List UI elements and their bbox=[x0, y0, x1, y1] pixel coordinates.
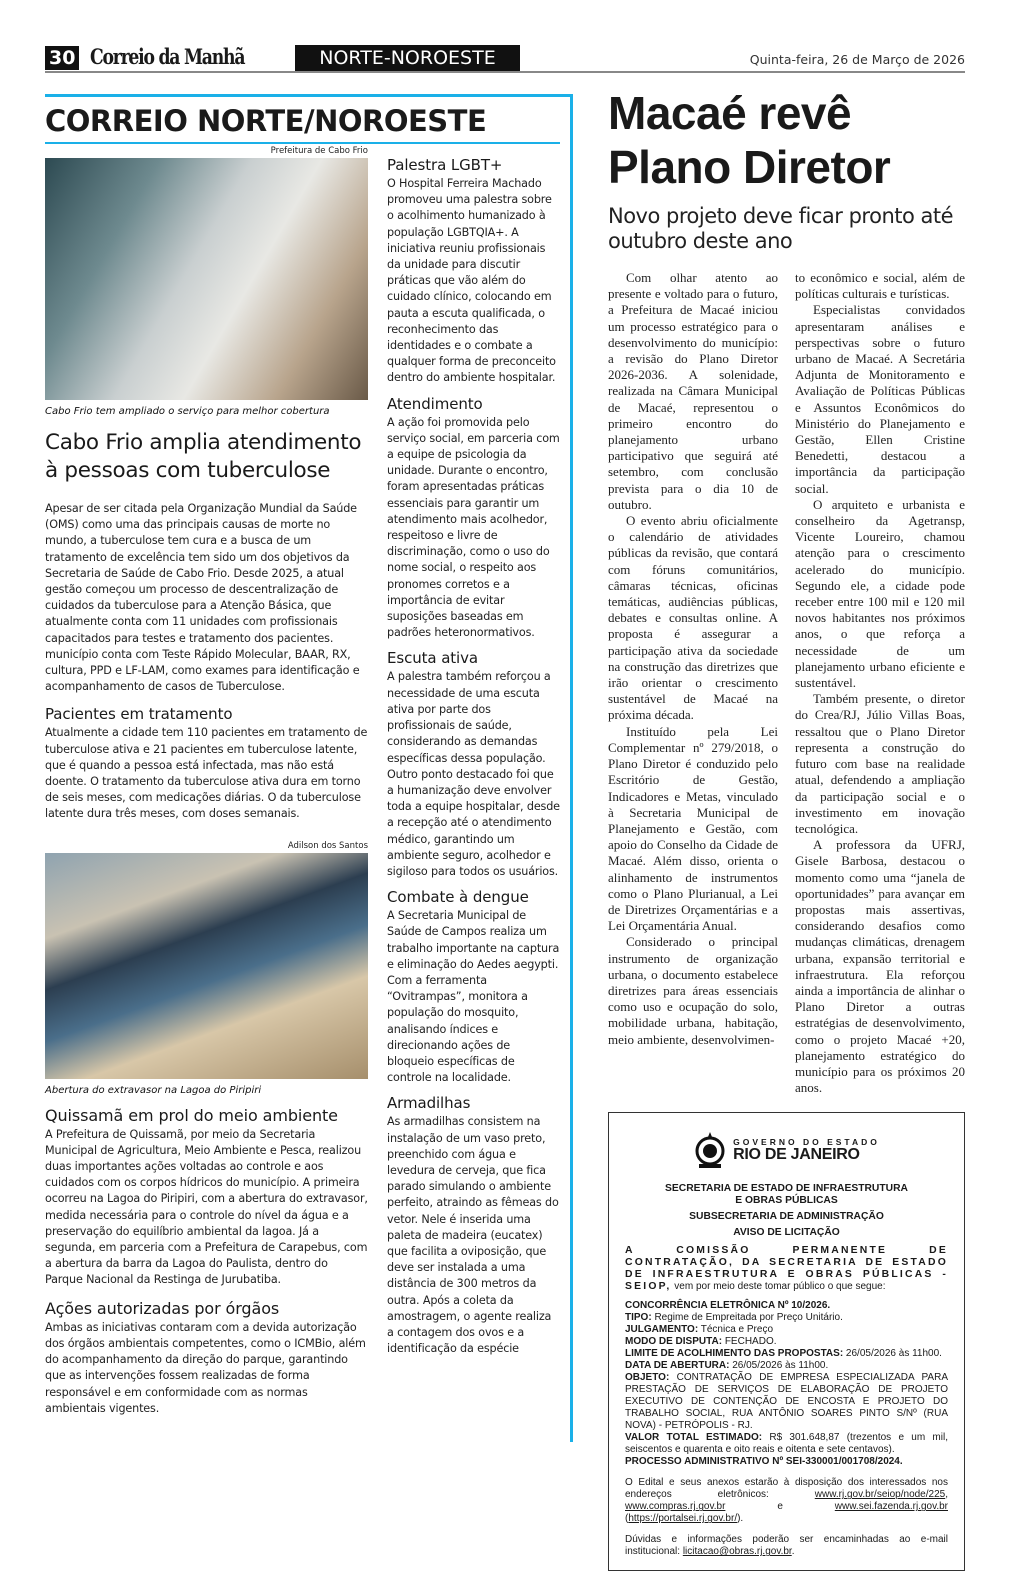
vaccination-photo bbox=[45, 158, 368, 400]
ad-duvidas: Dúvidas e informações poderão ser encaminhadas ao e-mail institucional: bbox=[625, 1534, 948, 1558]
article-paragraph: A professora da UFRJ, Gisele Barbosa, destacou o momento como uma “janela de oportunidades” para avançar em propostas mais assertivas, considerando desafios como mudanças climáticas, drenagem urbana, expansão territorial e infraestrutura. Ela reforçou ainda a importância de alinhar o Plano Diretor a outras estratégias de desenvolvimento, como o projeto Macaé +20, planejamento estratégico do município para os próximos 20 anos. bbox=[795, 837, 965, 1096]
main-subhead: Novo projeto deve ficar pronto até outubro deste ano bbox=[608, 204, 954, 253]
accent-rule-title bbox=[45, 142, 560, 144]
subheading: Combate à dengue bbox=[387, 888, 529, 907]
subheading: Escuta ativa bbox=[387, 649, 478, 668]
accent-rule-vertical bbox=[570, 94, 573, 1442]
ad-suborg: SUBSECRETARIA DE ADMINISTRAÇÃO bbox=[689, 1211, 884, 1223]
photo-caption: Cabo Frio tem ampliado o serviço para melhor cobertura bbox=[45, 406, 330, 417]
ad-valor: R$ 301.648,87 (trezentos e um mil, seiscentos e quarenta e oito reais e oitenta e sete centavos). bbox=[625, 1432, 948, 1456]
article-paragraph: A Secretaria Municipal de Saúde de Campos realiza um trabalho importante na captura e eliminação do Aedes aegypti. Com a ferramenta “Ovitrampas”, monitora a população do mosquito, analisando índices e direcionando ações de bloqueio específicas de controle na localidade. bbox=[387, 909, 560, 1085]
sep: ( bbox=[625, 1513, 629, 1525]
article-headline: Cabo Frio amplia atendimento à pessoas com tuberculose bbox=[45, 430, 362, 483]
label: TIPO: bbox=[625, 1312, 652, 1324]
article-paragraph: A ação foi promovida pelo serviço social, em parceria com a equipe de psicologia da unidade. Durante o encontro, foram apresentadas práticas essenciais para garantir um atendimento mais acolhedor, respeitoso e livre de discriminação, como o uso do nome social, o respeito aos pronomes corretos e a importância de evitar suposições baseadas em padrões heteronormativos. bbox=[387, 415, 560, 640]
label: LIMITE DE ACOLHIMENTO DAS PROPOSTAS: bbox=[625, 1348, 844, 1360]
column-title: CORREIO NORTE/NOROESTE bbox=[45, 104, 487, 138]
ad-intro-rest: vem por meio deste tomar público o que segue: bbox=[671, 1281, 886, 1293]
link-portalsei[interactable]: https://portalsei.rj.gov.br/ bbox=[628, 1513, 738, 1525]
ad-edital: O Edital e seus anexos estarão à disposição dos interessados nos endereços eletrônicos: bbox=[625, 1477, 948, 1501]
lagoon-photo bbox=[45, 853, 368, 1079]
main-columns bbox=[608, 270, 965, 1096]
photo-caption: Abertura do extravasor na Lagoa do Piripiri bbox=[45, 1084, 262, 1096]
ad-intro: A COMISSÃO PERMANENTE DE CONTRATAÇÃO, DA SECRETARIA DE ESTADO DE INFRAESTRUTURA E OBRAS PÚBLICAS - SEIOP, bbox=[625, 1245, 948, 1293]
ad-concorrencia: CONCORRÊNCIA ELETRÔNICA Nº 10/2026. bbox=[625, 1300, 831, 1312]
main-column-b bbox=[795, 270, 965, 1096]
page-number: 30 bbox=[45, 46, 79, 70]
ad-processo: PROCESSO ADMINISTRATIVO Nº SEI-330001/001708/2024. bbox=[625, 1456, 903, 1468]
coat-of-arms-icon bbox=[693, 1131, 727, 1169]
article-paragraph: O arquiteto e urbanista e conselheiro da Agetransp, Vicente Loureiro, chamou atenção para o crescimento acelerado do município. Segundo ele, a cidade pode receber entre 100 mil e 120 mil novos habitantes nos próximos anos, o que reforça a necessidade de um planejamento urbano eficiente e sustentável. bbox=[795, 496, 965, 691]
label: VALOR TOTAL ESTIMADO: bbox=[625, 1432, 763, 1444]
sep: , bbox=[945, 1489, 948, 1501]
ad-objeto: CONTRATAÇÃO DE EMPRESA ESPECIALIZADA PARA PRESTAÇÃO DE SERVIÇOS DE ELABORAÇÃO DE PROJETO EXECUTIVO DE CONTENÇÃO DE ENCOSTA E PROJETO DO TRABALHO SOCIAL, RUA ANTÔNIO SOARES PINTO S/Nº (RUA NOVA) - PETRÓPOLIS - RJ. bbox=[625, 1372, 948, 1432]
subheading: Ações autorizadas por órgãos bbox=[45, 1298, 280, 1318]
label: JULGAMENTO: bbox=[625, 1324, 699, 1336]
article-paragraph: Especialistas convidados apresentaram análises e perspectivas sobre o futuro urbano de Macaé. A Secretária Adjunta de Monitoramento e Avaliação de Políticas Públicas e Assuntos Econômicos do Ministério do Planejamento e Gestão, Ellen Cristine Benedetti, destacou a importância da participação social. bbox=[795, 302, 965, 496]
sep: e bbox=[725, 1501, 835, 1513]
photo-credit: Prefeitura de Cabo Frio bbox=[270, 146, 368, 156]
ad-data: 26/05/2026 às 11h00. bbox=[729, 1360, 829, 1372]
article-paragraph: Considerado o principal instrumento de organização urbana, o documento estabelece diretrizes para áreas essenciais como uso e ocupação do solo, mobilidade urbana, habitação, meio ambiente, desenvolvimen- bbox=[608, 934, 778, 1047]
section-label: NORTE-NOROESTE bbox=[295, 45, 520, 71]
email-link[interactable]: licitacao@obras.rj.gov.br bbox=[682, 1546, 792, 1558]
article-paragraph: Atualmente a cidade tem 110 pacientes em tratamento de tuberculose ativa e 21 pacientes em tuberculose latente, que é quando a pessoa está infectada, mas não está doente. O tratamento da tuberculose ativa dura em torno de seis meses, com medicações diárias. O da tuberculose latente dura três meses, com doses semanais. bbox=[45, 726, 368, 821]
ad-title: AVISO DE LICITAÇÃO bbox=[733, 1227, 840, 1239]
tender-notice-ad bbox=[608, 1112, 965, 1571]
ad-limite: 26/05/2026 às 11h00. bbox=[843, 1348, 942, 1360]
article-paragraph: Também presente, o diretor do Crea/RJ, Júlio Villas Boas, ressaltou que o Plano Diretor representa a construção do futuro com base na realidade atual, defendendo a ampliação da participação social e o investimento em inovação tecnológica. bbox=[795, 691, 965, 836]
newspaper-logo: Correio da Manhã bbox=[90, 44, 245, 69]
link-compras[interactable]: www.compras.rj.gov.br bbox=[625, 1501, 726, 1513]
photo-credit: Adilson dos Santos bbox=[287, 840, 368, 851]
ad-julgamento: Técnica e Preço bbox=[698, 1324, 774, 1336]
main-article bbox=[608, 86, 965, 1571]
label: OBJETO: bbox=[625, 1372, 670, 1384]
link-sei-fazenda[interactable]: www.sei.fazenda.rj.gov.br bbox=[834, 1501, 948, 1513]
label: DATA DE ABERTURA: bbox=[625, 1360, 730, 1372]
link-seiop[interactable]: www.rj.gov.br/seiop/node/225 bbox=[814, 1489, 946, 1501]
article-paragraph: Apesar de ser citada pela Organização Mundial da Saúde (OMS) como uma das principais causas de morte no mundo, a tuberculose tem cura e a busca de um tratamento de excelência tem sido um dos objetivos da Secretaria de Saúde de Cabo Frio. Desde 2025, a atual gestão começou um processo de descentralização de cuidados da tuberculose para a Atenção Básica, que atualmente conta com 11 unidades com profissionais capacitados para testes e tratamento dos pacientes. município conta com Teste Rápido Molecular, BAAR, RX, cultura, PPD e LF-LAM, como exames para identificação e acompanhamento de casos de Tuberculose. bbox=[45, 502, 360, 694]
subheading: Palestra LGBT+ bbox=[387, 156, 503, 174]
subheading: Pacientes em tratamento bbox=[45, 705, 233, 724]
logo-main-text: RIO DE JANEIRO bbox=[733, 1146, 860, 1164]
article-paragraph: O evento abriu oficialmente o calendário de atividades públicas da revisão, que contará com fóruns comunitários, câmaras técnicas, oficinas temáticas, audiências públicas, debates e consultas online. A proposta é assegurar a participação ativa da sociedade na construção das diretrizes que irão orientar o crescimento sustentável de Macaé na próxima década. bbox=[608, 513, 778, 723]
ad-tipo: Regime de Empreitada por Preço Unitário. bbox=[651, 1312, 843, 1324]
ad-modo: FECHADO. bbox=[722, 1336, 777, 1348]
logo-top-text: GOVERNO DO ESTADO bbox=[733, 1137, 880, 1148]
left-column bbox=[45, 146, 368, 1417]
subheading: Armadilhas bbox=[387, 1094, 471, 1113]
article-paragraph: A Prefeitura de Quissamã, por meio da Secretaria Municipal de Agricultura, Meio Ambiente e Pesca, realizou duas importantes ações voltadas ao controle e aos cuidados com os corpos hídricos do município. A primeira ocorreu na Lagoa do Piripiri, com a abertura do extravasor, medida necessária para o controle do nível da água e a preservação do equilíbrio ambiental da lagoa. Já a segunda, em parceria com a Prefeitura de Carapebus, com a abertura da barra da Lagoa do Paulista, dentro do Parque Nacional da Restinga de Jurubatiba. bbox=[45, 1127, 368, 1287]
article-paragraph: to econômico e social, além de políticas culturais e turísticas. bbox=[795, 270, 965, 302]
subheading: Quissamã em prol do meio ambiente bbox=[45, 1105, 338, 1125]
sep: ). bbox=[737, 1513, 744, 1525]
ad-org: SECRETARIA DE ESTADO DE INFRAESTRUTURA E OBRAS PÚBLICAS bbox=[665, 1183, 908, 1207]
middle-column bbox=[387, 150, 560, 1357]
subheading: Atendimento bbox=[387, 394, 483, 413]
main-column-a bbox=[608, 270, 778, 1096]
state-logo bbox=[625, 1131, 948, 1169]
article-paragraph: Ambas as iniciativas contaram com a devida autorização dos órgãos ambientais competentes, como o ICMBio, além do acompanhamento da direção do parque, garantindo que as intervenções fossem realizadas de forma responsável e em conformidade com as normas ambientais vigentes. bbox=[45, 1320, 366, 1415]
main-headline: Macaé revê Plano Diretor bbox=[608, 87, 891, 193]
accent-rule-top bbox=[45, 94, 573, 97]
article-paragraph: Com olhar atento ao presente e voltado para o futuro, a Prefeitura de Macaé iniciou um processo estratégico para o desenvolvimento do município: a revisão do Plano Diretor 2026-2036. A solenidade, realizada na Câmara Municipal de Macaé, representou o primeiro encontro do planejamento urbano participativo que seguirá até setembro, com conclusão prevista para o dia 10 de outubro. bbox=[608, 270, 778, 512]
article-paragraph: As armadilhas consistem na instalação de um vaso preto, preenchido com água e levedura de cerveja, que fica parado simulando o ambiente perfeito, atraindo as fêmeas do vetor. Nele é inserida uma paleta de madeira (eucatex) que facilita a oviposição, que deve ser instalada a uma distância de 300 metros da outra. Após a coleta da amostragem, o agente realiza a contagem dos ovos e a identificação da espécie bbox=[387, 1115, 559, 1356]
ad-details bbox=[625, 1300, 948, 1468]
article-paragraph: O Hospital Ferreira Machado promoveu uma palestra sobre o acolhimento humanizado à população LGBTQIA+. A iniciativa reuniu profissionais da unidade para discutir práticas que vão além do cuidado clínico, colocando em pauta a escuta qualificada, o reconhecimento das identidades e o combate a qualquer forma de preconceito dentro do ambiente hospitalar. bbox=[387, 177, 556, 385]
article-paragraph: A palestra também reforçou a necessidade de uma escuta ativa por parte dos profissionais de saúde, considerando as demandas específicas dessa população. Outro ponto destacado foi que a humanização deve envolver toda a equipe hospitalar, desde a recepção até o atendimento médico, garantindo um ambiente seguro, acolhedor e sigiloso para todos os usuários. bbox=[387, 670, 560, 878]
sep: . bbox=[791, 1546, 795, 1558]
label: MODO DE DISPUTA: bbox=[625, 1336, 723, 1348]
issue-date: Quinta-feira, 26 de Março de 2026 bbox=[749, 52, 965, 67]
header-rule bbox=[45, 71, 965, 73]
article-paragraph: Instituído pela Lei Complementar nº 279/2018, o Plano Diretor é conduzido pelo Escritório de Gestão, Indicadores e Metas, vinculado à Secretaria Municipal de Planejamento e Gestão, com apoio do Conselho da Cidade de Macaé. Além disso, orienta o alinhamento de instrumentos como o Plano Plurianual, a Lei de Diretrizes Orçamentárias e a Lei Orçamentária Anual. bbox=[608, 723, 778, 934]
